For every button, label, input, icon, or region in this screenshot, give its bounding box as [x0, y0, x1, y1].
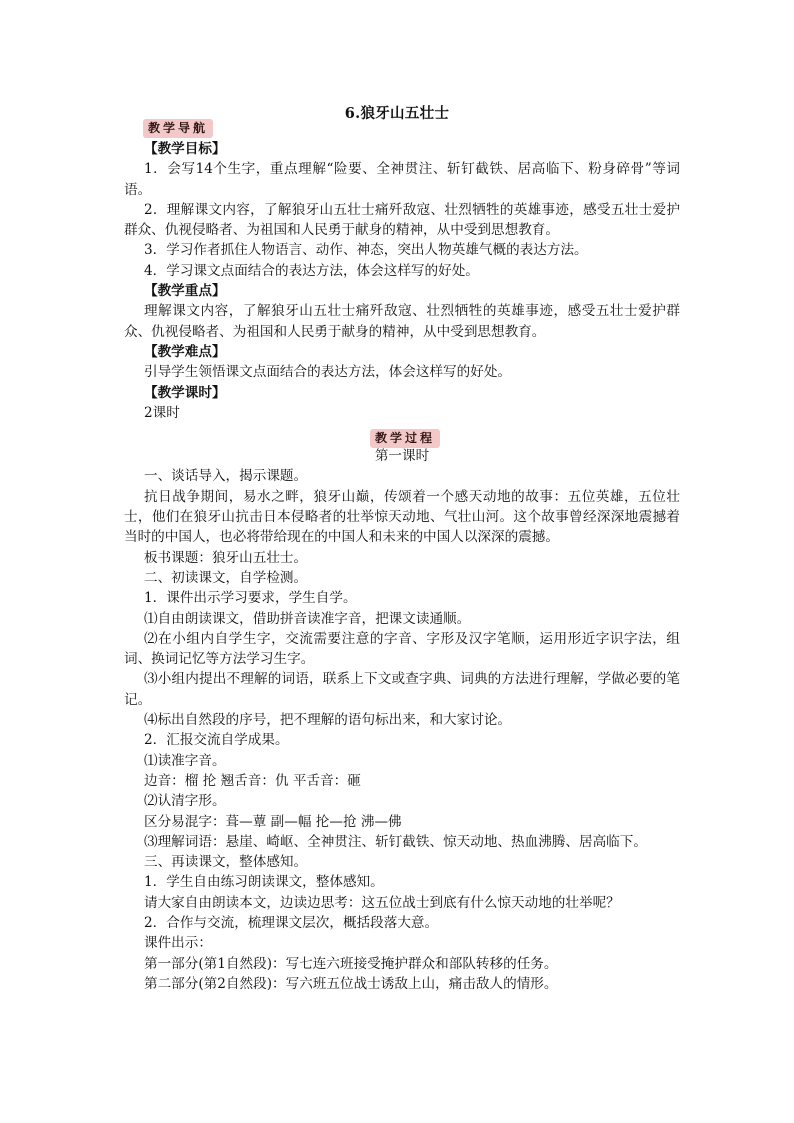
section-heading: 【教学目标】: [144, 141, 226, 157]
paragraph: 2．合作与交流，梳理课文层次，概括段落大意。: [144, 914, 439, 931]
paragraph: ⑴自由朗读课文，借助拼音读准字音，把课文读通顺。: [144, 610, 471, 627]
teaching-process-badge: 教学过程: [370, 429, 440, 448]
page-title: 6.狼牙山五壮士: [344, 105, 450, 122]
section-gap: [124, 423, 680, 446]
paragraph: 4．学习课文点面结合的表达方法，体会这样写的好处。: [144, 262, 479, 279]
paragraph: 2．汇报交流自学成果。: [144, 732, 289, 749]
paragraph: 1．会写14个生字，重点理解“险要、全神贯注、斩钉截铁、居高临下、粉身碎骨”等词语。: [124, 161, 680, 198]
paragraph: 边音：榴 抡 翘舌音：仇 平舌音：砸: [144, 772, 361, 789]
paragraph: 理解课文内容，了解狼牙山五壮士痛歼敌寇、壮烈牺牲的英雄事迹，感受五壮士爱护群众、仇视侵略者、为祖国和人民勇于献身的精神，从中受到思想教育。: [124, 303, 680, 340]
teaching-guide-badge: 教学导航: [143, 119, 213, 138]
paragraph: 1．课件出示学习要求，学生自学。: [144, 590, 357, 607]
paragraph: 二、初读课文，自学检测。: [144, 569, 308, 586]
paragraph: 三、再读课文，整体感知。: [144, 854, 308, 871]
paragraph: ⑵在小组内自学生字，交流需要注意的字音、字形及汉字笔顺，运用形近字识字法，组词、换词记忆等方法学习生字。: [124, 630, 680, 668]
paragraph: ⑷标出自然段的序号，把不理解的语句标出来，和大家讨论。: [144, 712, 512, 729]
paragraph: ⑶小组内提出不理解的词语，联系上下文或查字典、词典的方法进行理解，学做必要的笔记。: [124, 671, 680, 708]
paragraph: 第一部分(第1自然段)：写七连六班接受掩护群众和部队转移的任务。: [144, 955, 558, 972]
document-body: [124, 139, 680, 994]
section-process: [124, 446, 680, 994]
paragraph: 区分易混字：葺—蕈 副—幅 抡—抢 沸—佛: [144, 813, 402, 830]
paragraph: ⑶理解词语：悬崖、崎岖、全神贯注、斩钉截铁、惊天动地、热血沸腾、居高临下。: [144, 833, 647, 850]
section-heading: 【教学课时】: [144, 384, 226, 401]
paragraph: 2课时: [144, 404, 180, 421]
section-objectives: [124, 139, 680, 423]
paragraph: ⑴读准字音。: [144, 752, 226, 769]
paragraph: 3．学习作者抓住人物语言、动作、神态，突出人物英雄气概的表达方法。: [144, 242, 588, 259]
paragraph: ⑵认清字形。: [144, 793, 226, 810]
paragraph: 1．学生自由练习朗读课文，整体感知。: [144, 874, 384, 891]
paragraph: 请大家自由朗读本文，边读边思考：这五位战士到底有什么惊天动地的壮举呢？: [144, 894, 620, 911]
paragraph: 板书课题：狼牙山五壮士。: [144, 549, 308, 566]
lesson-heading: 第一课时: [374, 448, 430, 465]
paragraph: 一、谈话导入，揭示课题。: [144, 468, 308, 485]
section-heading: 【教学难点】: [144, 343, 226, 360]
section-heading: 【教学重点】: [144, 283, 226, 300]
paragraph: 2．理解课文内容，了解狼牙山五壮士痛歼敌寇、壮烈牺牲的英雄事迹，感受五壮士爱护群众、仇视侵略者、为祖国和人民勇于献身的精神，从中受到思想教育。: [124, 201, 680, 239]
paragraph: 引导学生领悟课文点面结合的表达方法，体会这样写的好处。: [144, 364, 512, 381]
paragraph: 第二部分(第2自然段)：写六班五位战士诱敌上山，痛击敌人的情形。: [144, 975, 558, 992]
paragraph: 课件出示：: [144, 935, 212, 952]
paragraph: 抗日战争期间，易水之畔，狼牙山巅，传颂着一个感天动地的故事：五位英雄，五位壮士，他们在狼牙山抗击日本侵略者的壮举惊天动地、气壮山河。这个故事曾经深深地震撼着当时的中国人，也必将带给现在的中国人和未来的中国人以深深的震撼。: [124, 488, 680, 546]
